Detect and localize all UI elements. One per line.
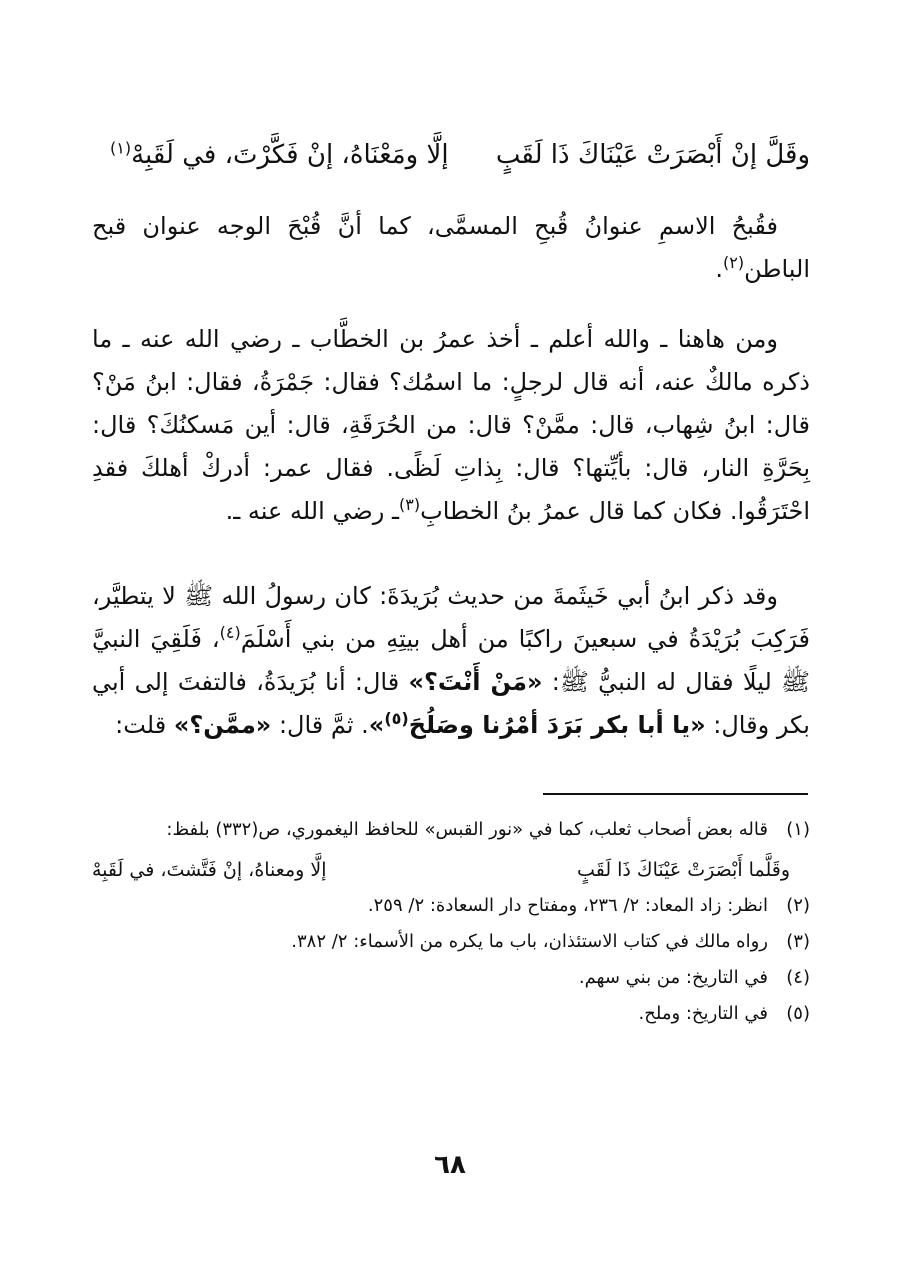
paragraph-end: . bbox=[715, 255, 723, 283]
footnote-2 bbox=[92, 888, 810, 924]
paragraph-2 bbox=[92, 318, 810, 533]
hadith-quote: «مَنْ أَنْتَ؟» bbox=[408, 668, 543, 696]
footnote-marker[interactable]: (١) bbox=[110, 138, 132, 158]
footnote-number: (٢) bbox=[786, 895, 810, 916]
footnote-5 bbox=[92, 996, 810, 1032]
footnote-text: قاله بعض أصحاب ثعلب، كما في «نور القبس» للحافظ اليغموري، ص(٣٣٢) بلفظ: bbox=[166, 819, 768, 840]
footnote-number: (١) bbox=[786, 819, 810, 840]
hadith-quote: «ممَّن؟» bbox=[173, 711, 272, 739]
footnote-verse-second: إلَّا ومعناهُ، إنْ فَتَّشتَ، في لَقَبِهْ bbox=[92, 859, 327, 881]
footnote-marker[interactable]: (٥) bbox=[384, 709, 409, 728]
paragraph-3 bbox=[92, 575, 810, 747]
footnote-marker[interactable]: (٣) bbox=[399, 495, 421, 514]
footnote-verse-first: وقَلَّما أَبْصَرَتْ عَيْنَاكَ ذَا لَقَبٍ bbox=[577, 859, 790, 881]
footnote-4 bbox=[92, 960, 810, 996]
paragraph-text: ومن هاهنا ـ والله أعلم ـ أخذ عمرُ بن الخطَّاب ـ رضي الله عنه ـ ما ذكره مالكٌ عنه، أنه قال لرجلٍ: ما اسمُك؟ فقال: جَمْرَةُ، فقال: ابنُ مَنْ؟ قال: ابنُ شِهاب، قال: ممَّنْ؟ قال: من الحُرَقَةِ، قال: أين مَسكنُكَ؟ قال: بِحَرَّةِ النار، قال: بأيِّتها؟ قال: بِذاتِ لَظًى. فقال عمر: أدركْ أهلكَ فقدِ احْتَرَقُوا. فكان كما قال عمرُ بنُ الخطابِ bbox=[92, 325, 810, 525]
footnote-separator bbox=[543, 793, 808, 795]
footnote-3 bbox=[92, 924, 810, 960]
footnote-1 bbox=[92, 812, 810, 848]
footnote-text: انظر: زاد المعاد: ٢/ ٢٣٦، ومفتاح دار السعادة: ٢/ ٢٥٩. bbox=[367, 895, 768, 916]
paragraph-text: . ثمَّ قال: bbox=[271, 711, 369, 739]
hadith-quote bbox=[369, 711, 706, 739]
verse-second-hemistich-text: إلَّا ومَعْنَاهُ، إنْ فَكَّرْتَ، في لَقَبِهْ bbox=[131, 140, 449, 170]
paragraph-text: قال: أنا بُرَيدَةُ، فالتفتَ إلى أبي بكر وقال: bbox=[92, 668, 810, 739]
paragraph-text: وقد ذكر ابنُ أبي خَيثَمةَ من حديث بُرَيدَةَ: كان رسولُ الله ﷺ لا يتطيَّر، فَرَكِبَ بُرَيْدَةُ في سبعينَ راكبًا من أهل بيتِهِ من بني أَسْلَمَ bbox=[92, 582, 810, 653]
paragraph-text: فقُبحُ الاسمِ عنوانُ قُبحِ المسمَّى، كما أنَّ قُبْحَ الوجه عنوان قبح الباطن bbox=[92, 212, 810, 283]
footnote-marker[interactable]: (٢) bbox=[723, 253, 745, 272]
footnote-verse bbox=[92, 848, 790, 888]
paragraph-text: قلت: bbox=[115, 711, 174, 739]
footnote-text: في التاريخ: وملح. bbox=[638, 1003, 768, 1024]
hadith-quote-text: «يا أبا بكر بَرَدَ أمْرُنا وصَلُحَ bbox=[408, 711, 706, 739]
footnote-number: (٤) bbox=[786, 967, 810, 988]
footnote-text: رواه مالك في كتاب الاستئذان، باب ما يكره من الأسماء: ٢/ ٣٨٢. bbox=[291, 931, 768, 952]
page-number: ٦٨ bbox=[434, 1150, 466, 1180]
footnote-number: (٣) bbox=[786, 931, 810, 952]
poetry-verse bbox=[90, 140, 810, 188]
footnote-marker[interactable]: (٤) bbox=[219, 623, 241, 642]
hadith-quote-close: » bbox=[368, 711, 385, 739]
footnotes bbox=[92, 812, 810, 1032]
paragraph-text-end: ـ رضي الله عنه ـ. bbox=[225, 497, 400, 525]
verse-second-hemistich bbox=[110, 140, 449, 170]
paragraph-1 bbox=[92, 205, 810, 291]
verse-first-hemistich: وقَلَّ إنْ أَبْصَرَتْ عَيْنَاكَ ذَا لَقَبٍ bbox=[495, 140, 810, 170]
footnote-number: (٥) bbox=[786, 1003, 810, 1024]
paragraph-text: ، فَلَقِيَ النبيَّ ﷺ ليلًا فقال له النبيُّ ﷺ: bbox=[92, 625, 811, 696]
footnote-text: في التاريخ: من بني سهم. bbox=[578, 967, 768, 988]
